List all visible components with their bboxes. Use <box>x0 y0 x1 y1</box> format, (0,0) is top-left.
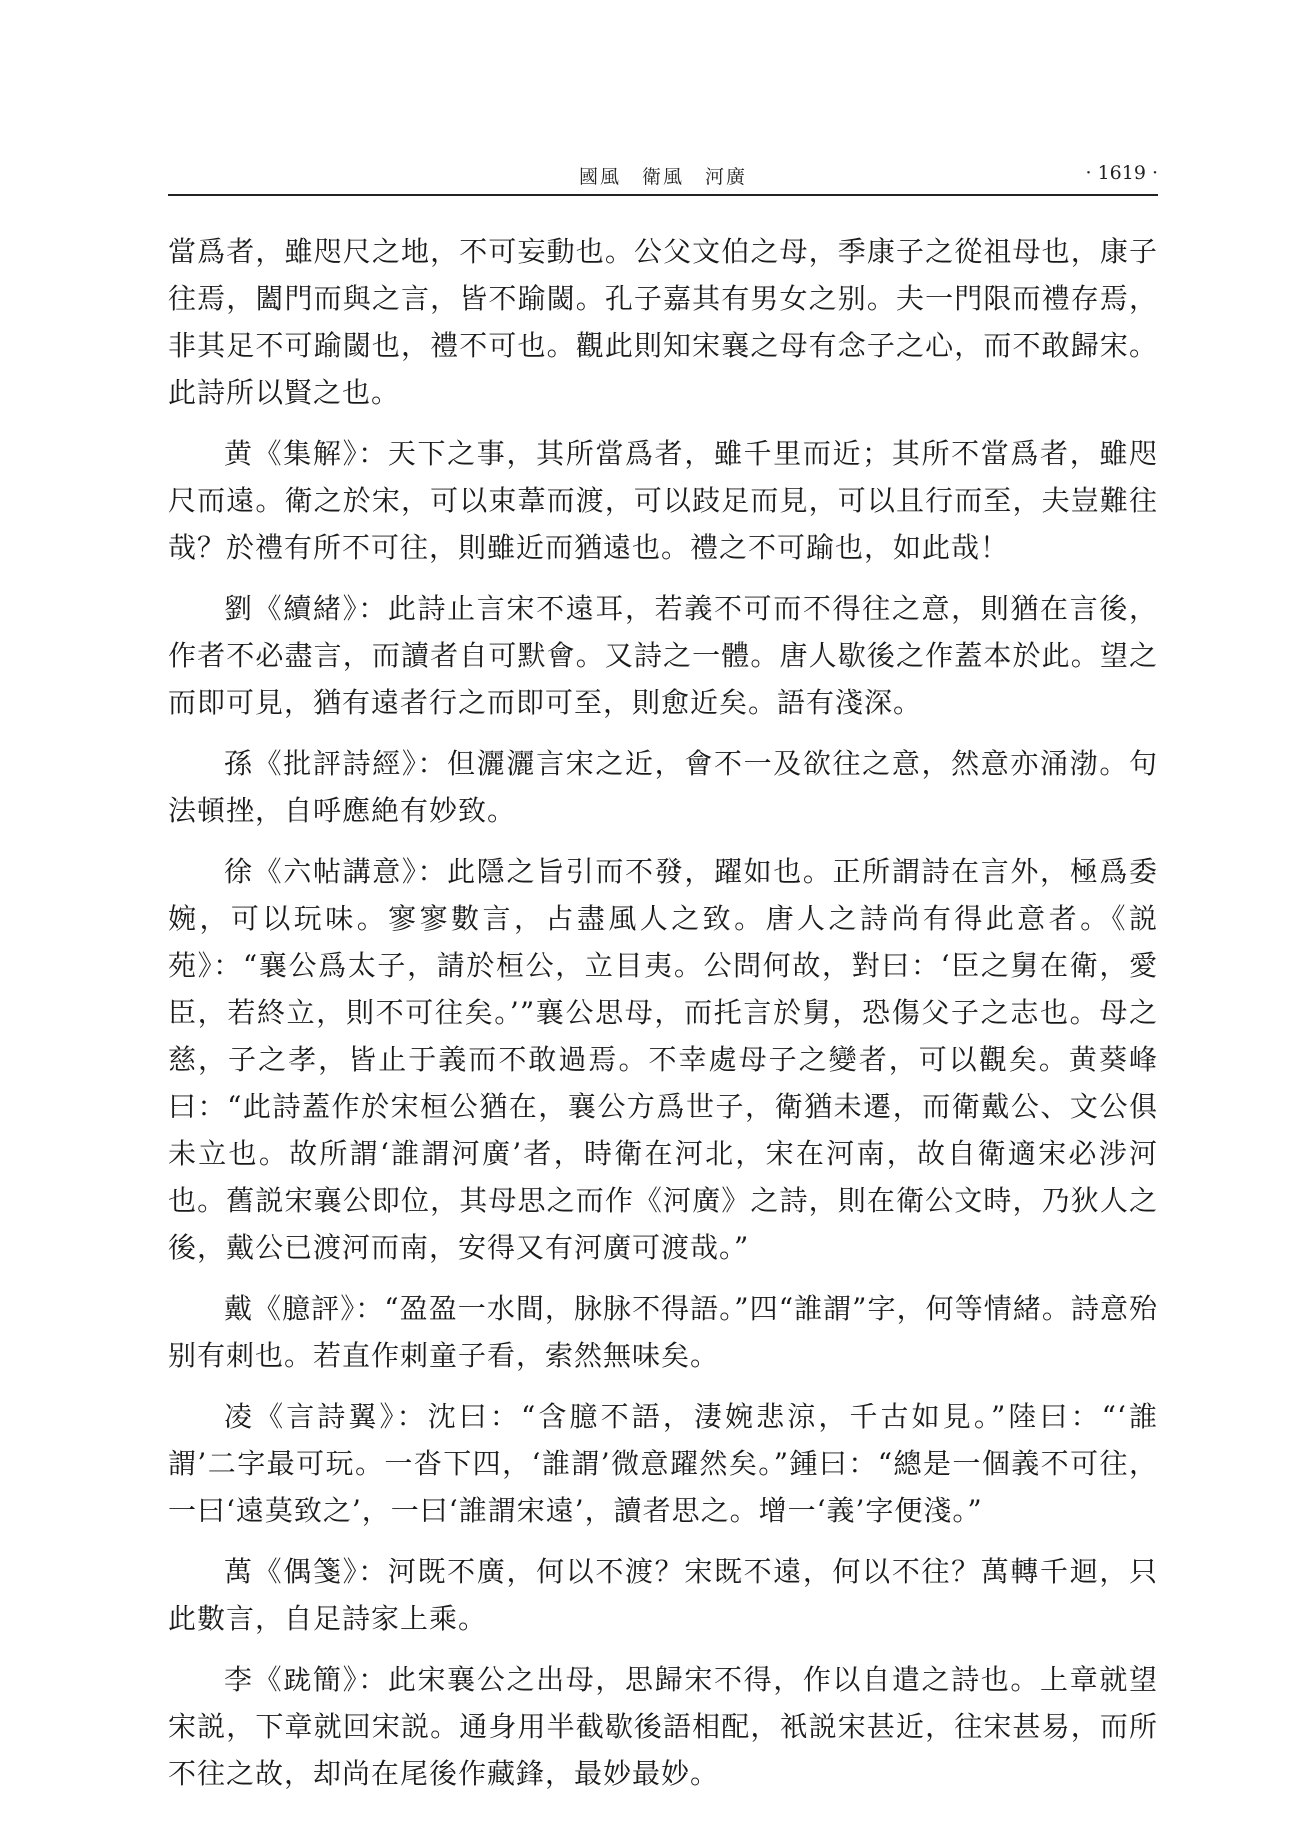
paragraph-li-jian: 李《𨀁簡》：此宋襄公之出母，思歸宋不得，作以自遣之詩也。上章就望宋説，下章就回宋説。通身用半截歇後語相配，衹説宋甚近，往宋甚易，而所不往之故，却尚在尾後作藏鋒，最妙最妙。 <box>168 1663 1158 1790</box>
body-text <box>168 228 1158 1811</box>
paragraph-sun-piping: 孫《批評詩經》：但灑灑言宋之近，會不一及欲往之意，然意亦涌渤。句法頓挫，自呼應絶有妙致。 <box>168 747 1158 827</box>
paragraph-continued: 當爲者，雖咫尺之地，不可妄動也。公父文伯之母，季康子之從祖母也，康子往焉，闔門而與之言，皆不踰閾。孔子嘉其有男女之别。夫一門限而禮存焉，非其足不可踰閾也，禮不可也。觀此則知宋襄之母有念子之心，而不敢歸宋。此詩所以賢之也。 <box>168 235 1158 409</box>
paragraph-wan-oujian: 萬《偶箋》：河既不廣，何以不渡？宋既不遠，何以不往？萬轉千迴，只此數言，自足詩家上乘。 <box>168 1555 1158 1635</box>
running-title: 國風 衛風 河廣 <box>578 166 747 188</box>
paragraph-liu-xuxu: 劉《續緒》：此詩止言宋不遠耳，若義不可而不得往之意，則猶在言後，作者不必盡言，而讀者自可默會。又詩之一體。唐人歇後之作蓋本於此。望之而即可見，猶有遠者行之而即可至，則愈近矣。語有淺深。 <box>168 592 1158 719</box>
page-number: · 1619 · <box>1085 162 1158 184</box>
paragraph-huang-jijie: 黄《集解》：天下之事，其所當爲者，雖千里而近；其所不當爲者，雖咫尺而遠。衛之於宋，可以束葦而渡，可以跂足而見，可以且行而至，夫豈難往哉？於禮有所不可往，則雖近而猶遠也。禮之不可踰也，如此哉！ <box>168 437 1158 564</box>
header-rule <box>168 194 1158 196</box>
paragraph-ling-yanshiyi: 凌《言詩翼》：沈曰：“含臆不語，淒婉悲涼，千古如見。”陸曰：“‘誰謂’二字最可玩。一沓下四，‘誰謂’微意躍然矣。”鍾曰：“總是一個義不可往，一曰‘遠莫致之’，一曰‘誰謂宋遠’，讀者思之。增一‘義’字便淺。” <box>168 1400 1158 1527</box>
paragraph-dai-yiping: 戴《臆評》：“盈盈一水間，脉脉不得語。”四“誰謂”字，何等情緒。詩意殆别有刺也。若直作刺童子看，索然無味矣。 <box>168 1292 1158 1372</box>
paragraph-xu-liutie: 徐《六帖講意》：此隱之旨引而不發，躍如也。正所謂詩在言外，極爲委婉，可以玩味。寥寥數言，占盡風人之致。唐人之詩尚有得此意者。《説苑》：“襄公爲太子，請於桓公，立目夷。公問何故，對曰：‘臣之舅在衛，愛臣，若終立，則不可往矣。’”襄公思母，而托言於舅，恐傷父子之志也。母之慈，子之孝，皆止于義而不敢過焉。不幸處母子之變者，可以觀矣。黄葵峰曰：“此詩蓋作於宋桓公猶在，襄公方爲世子，衛猶未遷，而衛戴公、文公俱未立也。故所謂‘誰謂河廣’者，時衛在河北，宋在河南，故自衛適宋必涉河也。舊説宋襄公即位，其母思之而作《河廣》之詩，則在衛公文時，乃狄人之後，戴公已渡河而南，安得又有河廣可渡哉。” <box>168 855 1158 1264</box>
page-header <box>168 162 1158 192</box>
